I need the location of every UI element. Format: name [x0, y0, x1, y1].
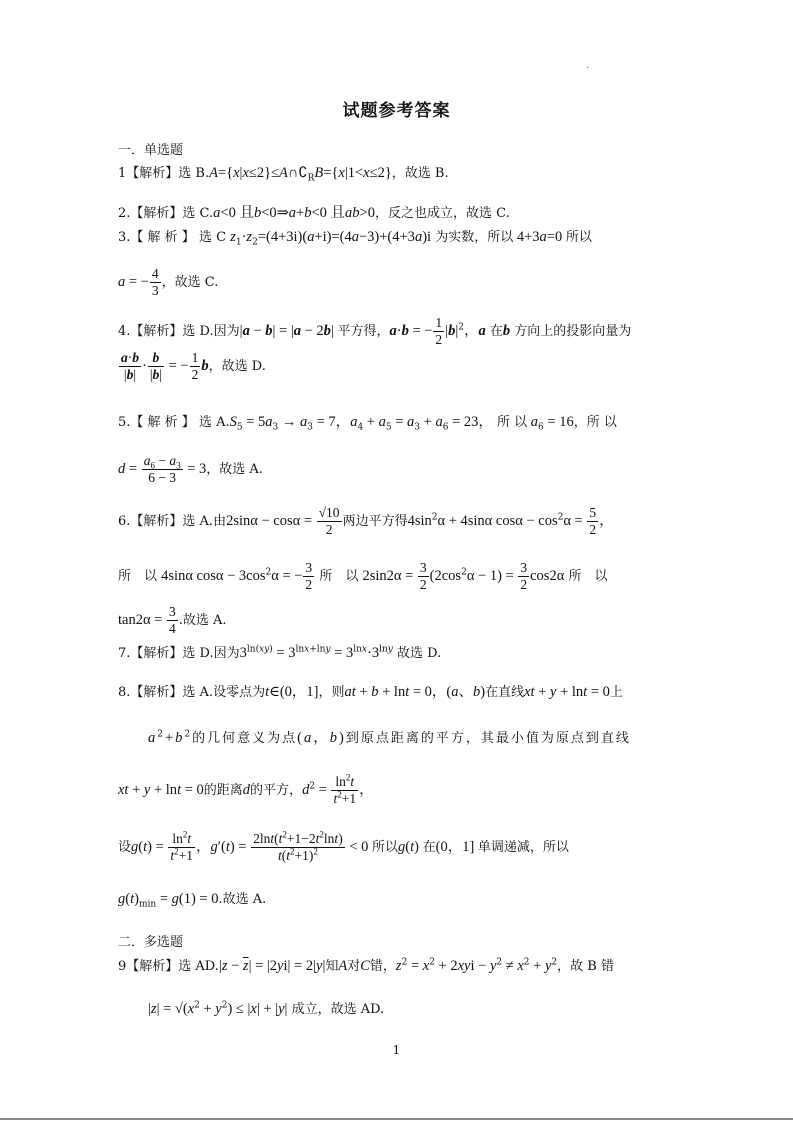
q1-choice: 选 B.: [178, 166, 210, 181]
q8-choice: 选 A.: [182, 685, 214, 700]
q8-text5: 的几何意义为点: [192, 731, 298, 746]
q6-choice: 选 A.: [182, 514, 214, 529]
q4-text3: 在: [489, 324, 503, 339]
answer-q3-cont: a = − $\frac{4}{3}$ ，故选 C.: [118, 266, 219, 298]
q3-text1: 为实数，所以: [435, 230, 514, 245]
q6-text1: 由: [213, 514, 227, 529]
corner-dot: .: [586, 60, 590, 71]
q5-label: 5.【 解 析 】: [118, 415, 195, 430]
q1-conclusion: ，故选 B.: [391, 166, 449, 181]
q7-text1: 因为: [213, 646, 240, 661]
q8-text7: 的距离: [203, 783, 243, 798]
q8-text6: 到原点距离的平方，其最小值为原点到直线: [345, 731, 631, 746]
answer-q8-cont3: 设g(t) = $\frac{\ln^2t}{t^2+1}$ ，g′(t) = $\frac{2\ln t(t^2+1-2t^2\ln t)}{t(t^2+1)^2}$ < 0 所以g(t) 在(0，1] 单调递减，所以: [118, 829, 569, 863]
q8-text8: 的平方，: [250, 783, 303, 798]
q5-text2: ，所 以: [573, 415, 617, 430]
answer-q5: 5.【 解 析 】 选 $A.S_5 = 5a_3 \to a_3 = 7$，$a_4 + a_5 = a_3 + a_6 = 23$， 所 以 $a_6 = 16$，所 以: [118, 414, 617, 433]
answer-q6: 6.【解析】选 A.由2sinα − cosα = $\frac{√10}{2}$ 两边平方得$4\sin^2\alpha + 4\sin\alpha$ $\cos\alpha - \cos^2\alpha$ = $\frac{5}{2}$ ，: [118, 505, 614, 537]
q9-label: 9【解析】: [118, 959, 179, 974]
answer-q9: 9【解析】选 $AD.|z - \overline{z}| = |2yi| = 2|y|$知A对C错，$z^2 = x^2 + 2xyi - y^2 \ne x^2 + y^2$，故 B 错: [118, 957, 614, 974]
q6-text4: 所 以: [319, 569, 359, 584]
answer-q8-cont: $a^2+b^2$的几何意义为点(a，b)到原点距离的平方，其最小值为原点到直线: [148, 729, 631, 746]
q3-choice: 选 C: [198, 230, 227, 245]
section-heading-multi: 二．多选题: [118, 935, 184, 950]
page-number: 1: [392, 1043, 401, 1057]
q6-text2: 两边平方得: [342, 514, 408, 529]
q3-label: 3.【 解 析 】: [118, 230, 195, 245]
q7-conclusion: 故选 D.: [397, 646, 442, 661]
q8-text3: 在直线: [485, 685, 525, 700]
q9-text1: 知: [325, 959, 339, 974]
q6-text5: 所 以: [568, 569, 608, 584]
bottom-divider: [0, 1118, 793, 1120]
q8-text12: 单调递减，所以: [477, 840, 569, 855]
q9-text2: 对: [347, 959, 361, 974]
q4-choice: 选 D.: [182, 324, 214, 339]
q8-text1: 设零点为: [213, 685, 266, 700]
answer-q9-cont: $|z| = √(x^2 + y^2) \le |x| + |y|$ 成立，故选 AD.: [148, 1000, 385, 1017]
q6-conclusion: .故选 A.: [178, 613, 227, 628]
q9-choice: 选 AD.: [178, 959, 219, 974]
q3-conclusion: ，故选 C.: [161, 275, 219, 290]
answer-q6-cont: 所 以 4sinα $\cos\alpha - 3\cos^2\alpha$ = − $\frac{3}{2}$ 所 以 2sin2α = $\frac{3}{2}$ $(2\cos^2\alpha - 1)$ = $\frac{3}{2}$ cos2α 所 以: [118, 560, 608, 592]
section-heading-single: 一．单选题: [118, 143, 184, 158]
q5-conclusion: ，故选 A.: [206, 462, 263, 477]
q8-text11: 在: [422, 840, 436, 855]
answer-q4-cont: $\frac{a\cdot b}{|b|}$ · $\frac{b}{|b|}$ = − $\frac{1}{2}$ b，故选 D.: [121, 350, 266, 382]
q8-text4: 上: [609, 685, 623, 700]
q8-text9: 设: [118, 840, 132, 855]
answer-q7: 7.【解析】选 D.因为$3^{ln(xy)} = 3^{lnx+lny} = 3^{lnx}\cdot 3^{lny}$ 故选 D.: [118, 644, 442, 661]
q9-text3: 错，: [369, 959, 396, 974]
answer-q1: 1【解析】选 $B.A=\{x|x\le 2\}\le A\cap∁_RB=\{x|1<x\le 2\}$，故选 B.: [118, 165, 449, 184]
answer-q3: 3.【 解 析 】 选 C $z_1\cdot z_2=(4+3i)(a+i)=(4a-3)+(4+3a)i$ 为实数，所以 4+3a=0 所以: [118, 229, 592, 248]
answer-q2: 2.【解析】选 C.a<0 且b<0⇒a+b<0 且ab>0，反之也成立，故选 C.: [118, 205, 510, 221]
q9-conclusion: 成立，故选 AD.: [291, 1002, 385, 1017]
q1-label: 1【解析】: [118, 166, 179, 181]
q6-text3: 所 以: [118, 569, 158, 584]
q5-text1: 所 以: [497, 415, 528, 430]
q5-choice: 选 A.: [198, 415, 230, 430]
answer-q5-cont: d = $\frac{a_6 - a_3}{6 - 3}$ = 3，故选 A.: [118, 453, 263, 485]
q8-text10: 所以: [372, 840, 399, 855]
page-title: 试题参考答案: [342, 101, 451, 121]
q4-conclusion: ，故选 D.: [208, 359, 266, 374]
q4-text4: 方向上的投影向量为: [514, 324, 632, 339]
q9-text4: ，故 B 错: [557, 959, 614, 974]
q4-label: 4.【解析】: [118, 324, 183, 339]
q7-label: 7.【解析】: [118, 646, 183, 661]
q4-text2: 平方得，: [337, 324, 390, 339]
q3-text2: 所以: [565, 230, 592, 245]
q2-label: 2.【解析】: [118, 206, 183, 221]
q4-text1: 因为: [213, 324, 240, 339]
answer-q8-cont2: xt + y + lnt = 0的距离d的平方，$d^2$ = $\frac{\ln^2t}{t^2+1}$ ，: [118, 772, 374, 806]
q6-label: 6.【解析】: [118, 514, 183, 529]
answer-q6-cont2: tan2α = $\frac{3}{4}$ .故选 A.: [118, 604, 227, 636]
q2-conclusion: ，反之也成立，故选 C.: [374, 206, 510, 221]
q7-choice: 选 D.: [182, 646, 214, 661]
answer-q8: 8.【解析】选 A.设零点为t∈(0，1]，则at + b + lnt = 0，(a、b)在直线xt + y + lnt = 0上: [118, 684, 623, 700]
answer-q4: 4.【解析】选 D.因为|a − b| = |a − 2b| 平方得，a·b = − $\frac{1}{2}$ $|b|^2$，a 在b 方向上的投影向量为: [118, 315, 632, 347]
q8-label: 8.【解析】: [118, 685, 183, 700]
q2-choice: 选 C.: [182, 206, 214, 221]
answer-q8-cont4: $g(t)_{min} = g(1) = 0$.故选 A.: [118, 891, 267, 910]
q8-text2: ，则: [318, 685, 345, 700]
q8-conclusion: .故选 A.: [218, 892, 267, 907]
